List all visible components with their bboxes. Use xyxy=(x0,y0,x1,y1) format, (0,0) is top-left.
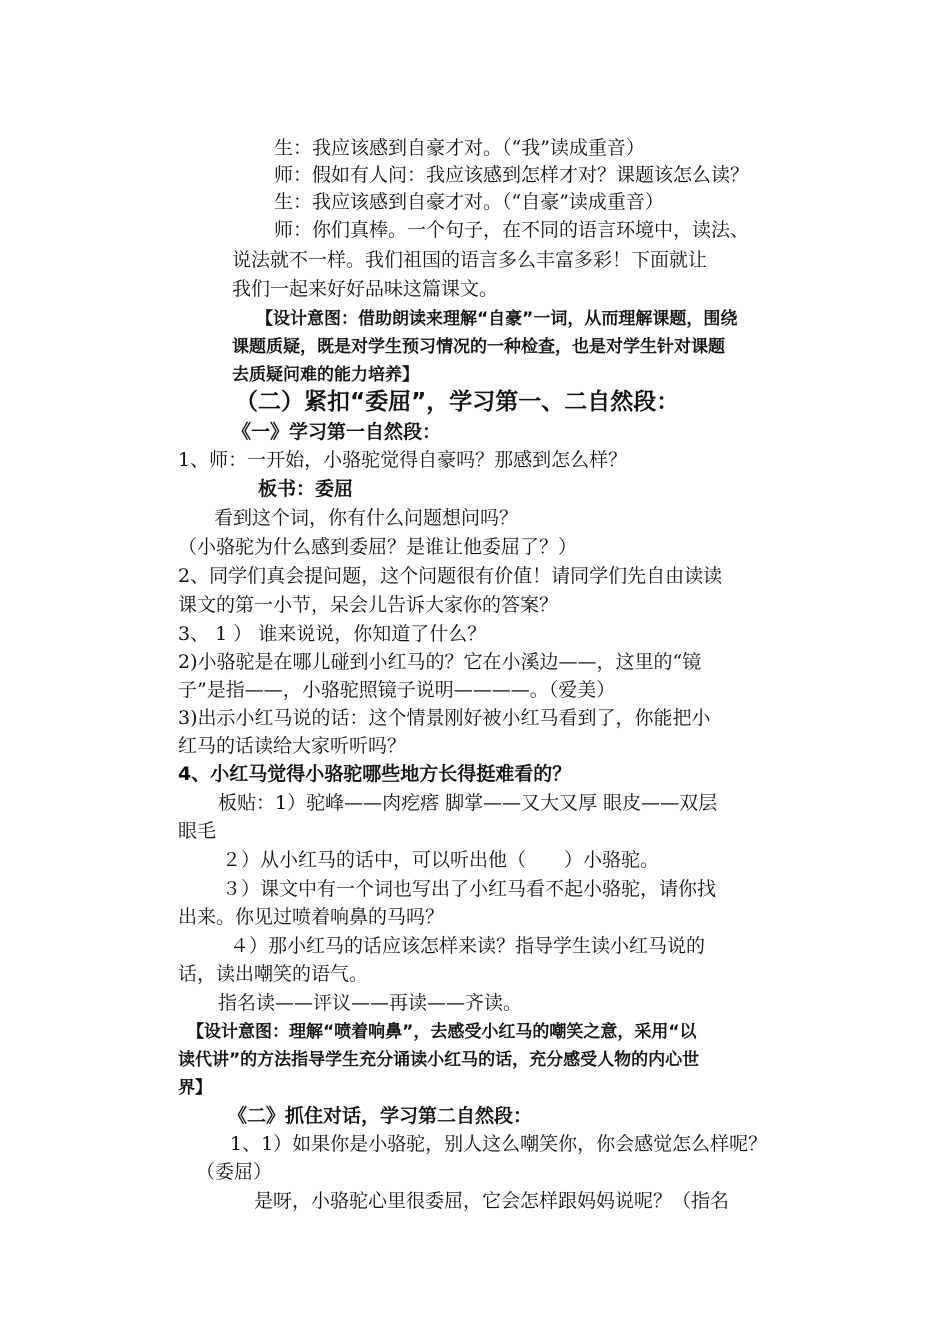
text-line: 师：你们真棒。一个句子，在不同的语言环境中，读法、 xyxy=(274,219,750,241)
design-intent-note: 课题质疑，既是对学生预习情况的一种检查，也是对学生针对课题 xyxy=(232,337,725,357)
text-line: 指名读——评议——再读——齐读。 xyxy=(218,992,523,1014)
design-intent-note: 界】 xyxy=(178,1078,212,1098)
text-line: ４）那小红马的话应该怎样来读？指导学生读小红马说的 xyxy=(230,935,706,957)
design-intent-note: 读代讲”的方法指导学生充分诵读小红马的话，充分感受人物的内心世 xyxy=(178,1050,700,1070)
text-line: 3)出示小红马说的话：这个情景刚好被小红马看到了，你能把小 xyxy=(178,707,711,729)
text-line: 3、 1 ） 谁来说说，你知道了什么？ xyxy=(178,623,487,645)
text-line: （小骆驼为什么感到委屈？是谁让他委屈了？） xyxy=(178,536,578,558)
text-line: 师：假如有人问：我应该感到怎样才对？课题该怎么读？ xyxy=(274,164,750,186)
text-line: 2)小骆驼是在哪儿碰到小红马的？它在小溪边——，这里的“镜 xyxy=(178,651,702,673)
text-line: 看到这个词，你有什么问题想问吗？ xyxy=(214,507,519,529)
section-heading: （二）紧扣“委屈”，学习第一、二自然段： xyxy=(235,389,680,415)
text-line: 眼毛 xyxy=(178,820,217,842)
design-intent-note: 去质疑问难的能力培养】 xyxy=(232,365,419,385)
text-line: 4、小红马觉得小骆驼哪些地方长得挺难看的？ xyxy=(178,763,572,785)
text-line: 出来。你见过喷着响鼻的马吗？ xyxy=(178,906,445,928)
board-note: 板书：委屈 xyxy=(258,478,354,500)
design-intent-note: 【设计意图：借助朗读来理解“自豪”一词，从而理解课题，围绕 xyxy=(256,309,738,329)
text-line: 是呀，小骆驼心里很委屈，它会怎样跟妈妈说呢？（指名 xyxy=(254,1190,730,1212)
text-line: （委屈） xyxy=(196,1161,273,1183)
text-line: 说法就不一样。我们祖国的语言多么丰富多彩！下面就让 xyxy=(232,249,708,271)
text-line: 红马的话读给大家听听吗？ xyxy=(178,735,407,757)
text-line: ３）课文中有一个词也写出了小红马看不起小骆驼，请你找 xyxy=(222,878,717,900)
text-line: 生：我应该感到自豪才对。（“自豪”读成重音） xyxy=(274,191,664,213)
text-line: 2、同学们真会提问题，这个问题很有价值！请同学们先自由读读 xyxy=(178,565,723,587)
text-line: 课文的第一小节，呆会儿告诉大家你的答案？ xyxy=(178,594,559,616)
text-line: 生：我应该感到自豪才对。（“我”读成重音） xyxy=(274,137,645,159)
text-line: 子”是指——，小骆驼照镜子说明————。（爱美） xyxy=(178,679,616,701)
text-line: 1、师：一开始，小骆驼觉得自豪吗？那感到怎么样？ xyxy=(178,449,628,471)
text-line: 话，读出嘲笑的语气。 xyxy=(178,963,369,985)
design-intent-note: 【设计意图：理解“喷着响鼻”，去感受小红马的嘲笑之意，采用“以 xyxy=(187,1022,697,1042)
text-line: ２）从小红马的话中，可以听出他（ ）小骆驼。 xyxy=(222,849,660,871)
text-line: 板贴：1）驼峰——肉疙瘩 脚掌——又大又厚 眼皮——双层 xyxy=(218,792,718,814)
text-line: 我们一起来好好品味这篇课文。 xyxy=(232,278,499,300)
subsection-heading: 《二》抓住对话，学习第二自然段： xyxy=(228,1105,533,1127)
subsection-heading: 《一》学习第一自然段： xyxy=(232,421,442,443)
text-line: 1、1）如果你是小骆驼，别人这么嘲笑你，你会感觉怎么样呢？ xyxy=(230,1133,768,1155)
